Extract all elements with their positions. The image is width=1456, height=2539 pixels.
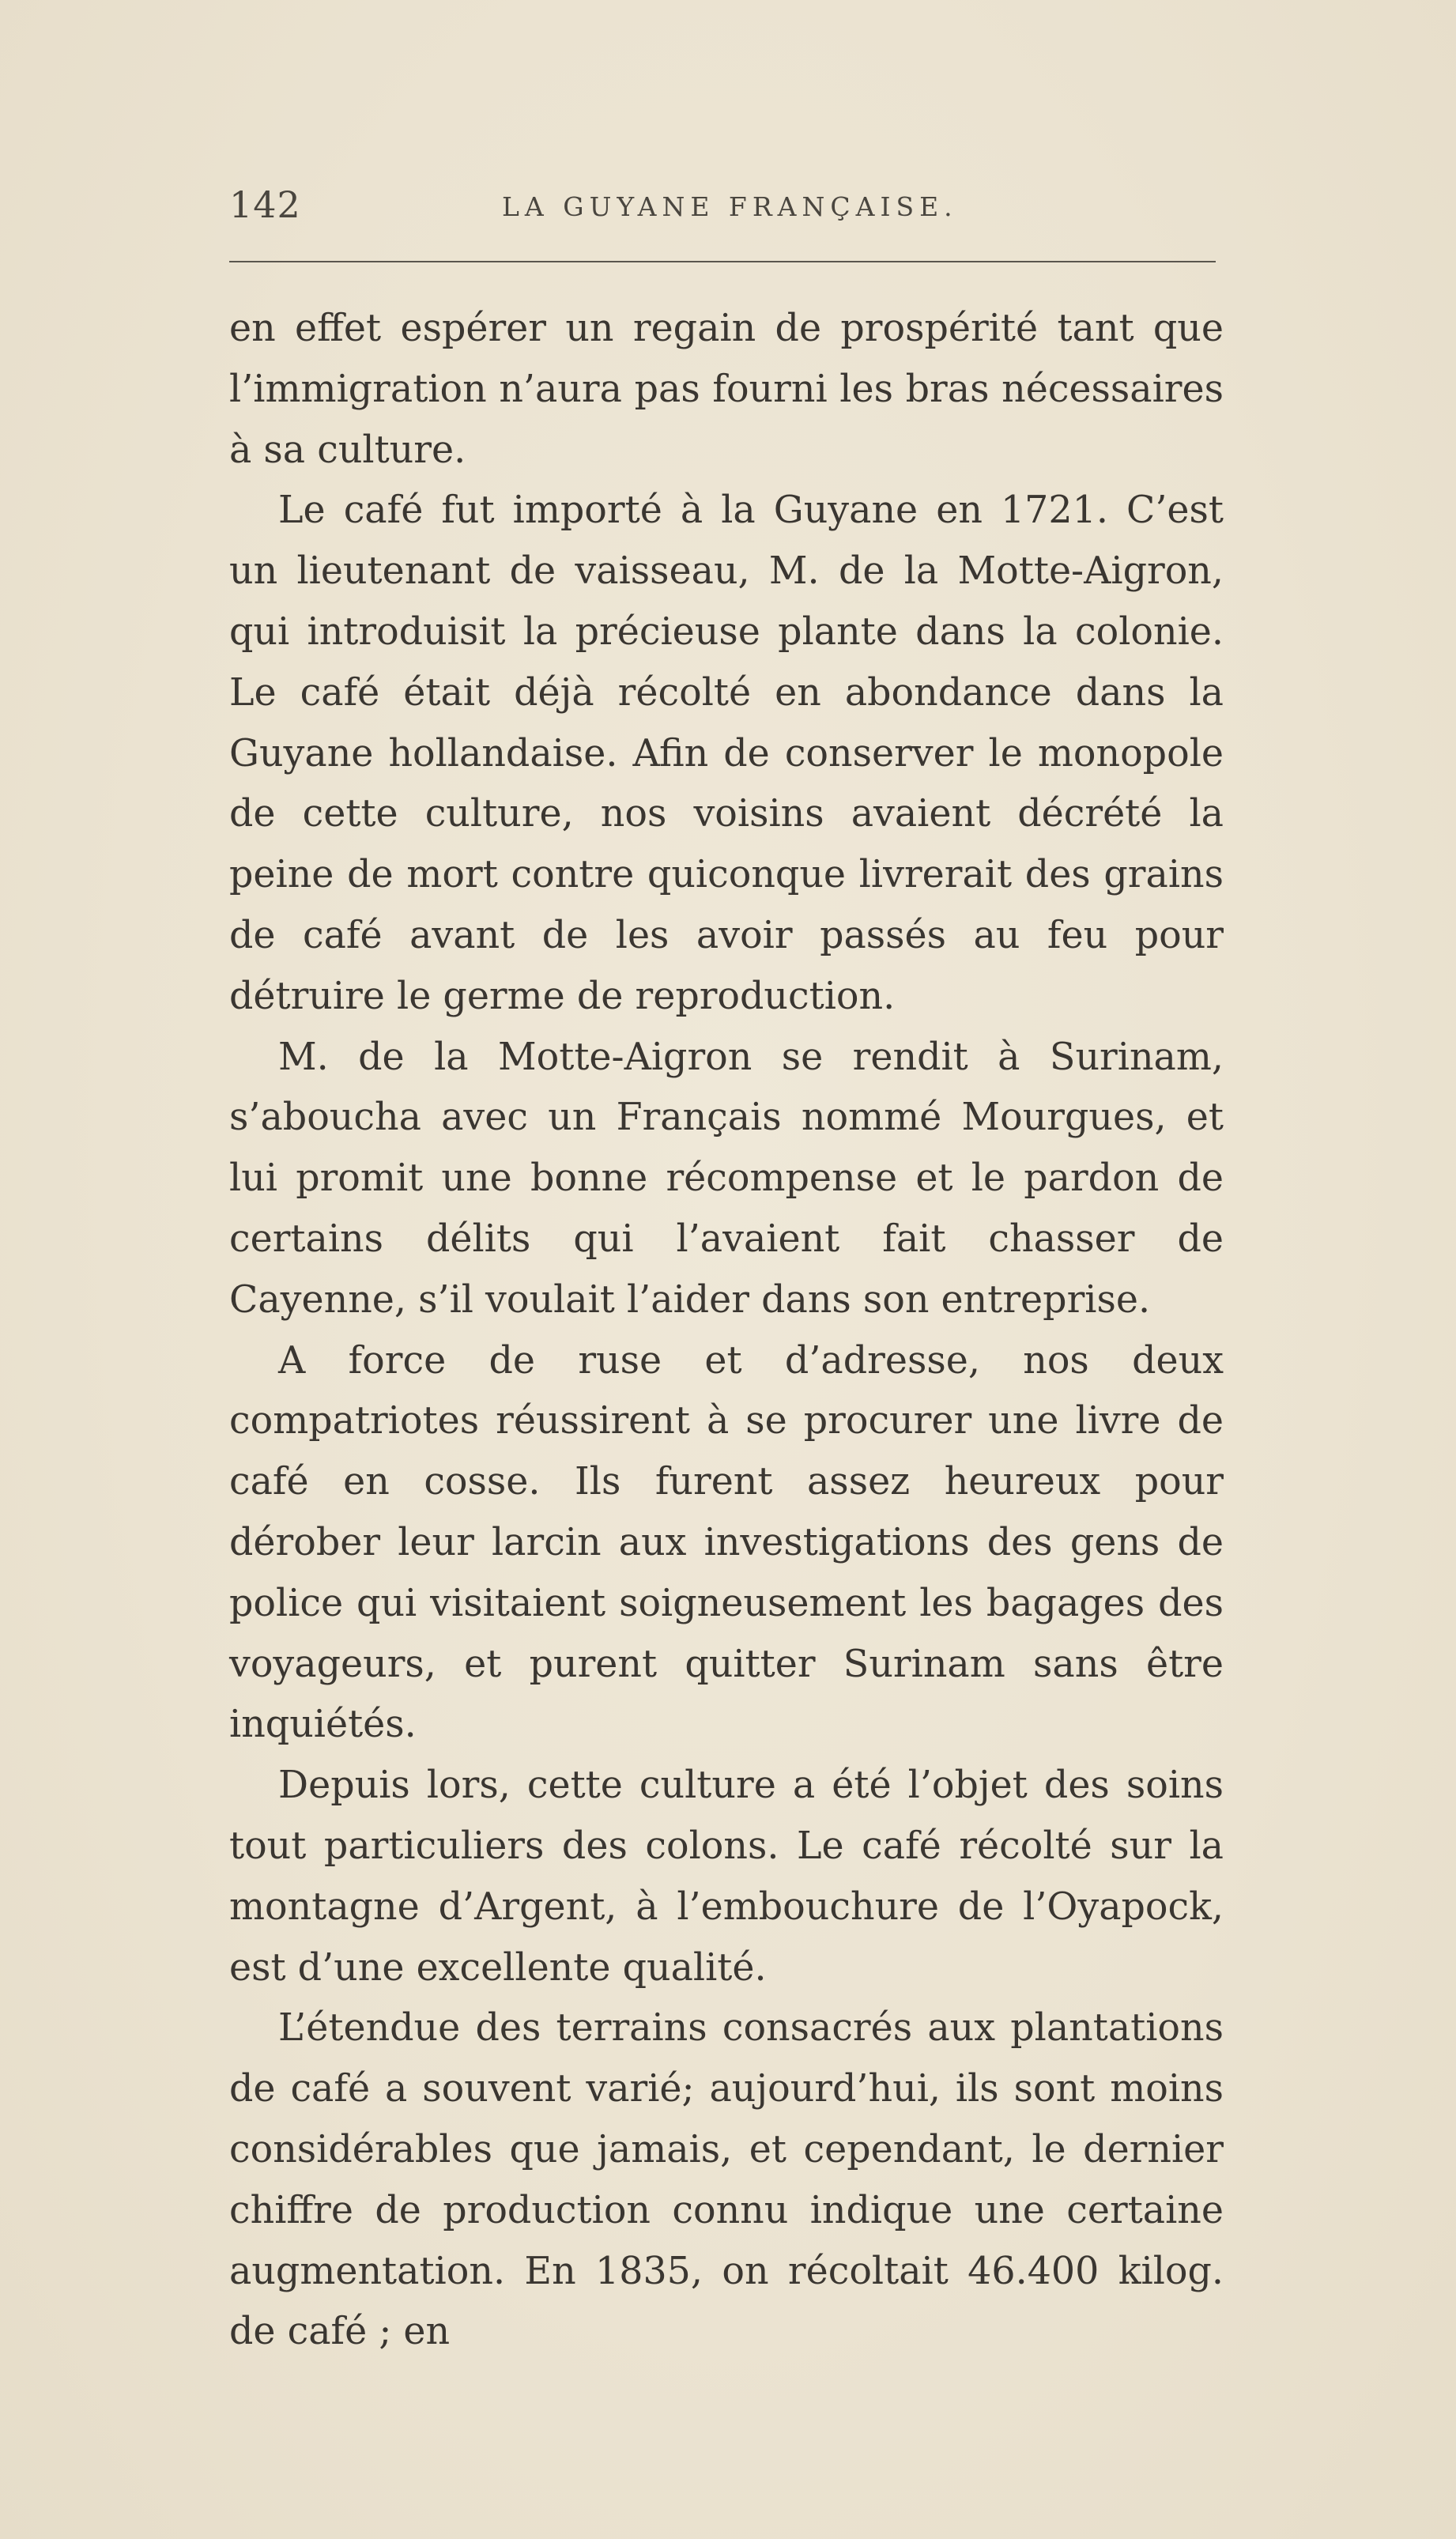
paragraph-continuation: en effet espérer un regain de prospérité tant que l’immigration n’aura pas fourni les bras nécessaires à sa culture. [229, 307, 1224, 472]
paragraph-ruse: A force de ruse et d’adresse, nos deux compatriotes réussirent à se procurer une livre de café en cosse. Ils furent assez heureux pour dérober leur larcin aux investigations des gens de police qui visitaient soigneusement les bagages des voyageurs, et purent quitter Surinam sans être inquiétés. [229, 1338, 1224, 1747]
paragraph-culture: Depuis lors, cette culture a été l’objet des soins tout particuliers des colons. Le café récolté sur la montagne d’Argent, à l’embouchure de l’Oyapock, est d’une excellente qualité. [229, 1764, 1224, 1990]
paragraph-surinam: M. de la Motte-Aigron se rendit à Surinam, s’aboucha avec un Français nommé Mourgues, et lui promit une bonne récompense et le pardon de certains délits qui l’avaient fait chasser de Cayenne, s’il voulait l’aider dans son entreprise. [229, 1035, 1224, 1322]
header-rule [229, 261, 1216, 262]
page-number: 142 [229, 183, 301, 226]
running-title: LA GUYANE FRANÇAISE. [502, 191, 958, 222]
paragraph-plantations: L’étendue des terrains consacrés aux plantations de café a souvent varié; aujourd’hui, ils sont moins considérables que jamais, et cependant, le dernier chiffre de production connu indique une certaine augmentation. En 1835, on récoltait 46.400 kilog. de café ; en [229, 2006, 1224, 2354]
running-head [229, 183, 1225, 231]
paragraph-coffee-import: Le café fut importé à la Guyane en 1721. C’est un lieutenant de vaisseau, M. de la Motte-Aigron, qui introduisit la précieuse plante dans la colonie. Le café était déjà récolté en abondance dans la Guyane hollandaise. Afin de conserver le monopole de cette culture, nos voisins avaient décrété la peine de mort contre quiconque livrerait des grains de café avant de les avoir passés au feu pour détruire le germe de reproduction. [229, 489, 1224, 1018]
body-text [229, 299, 1224, 2363]
